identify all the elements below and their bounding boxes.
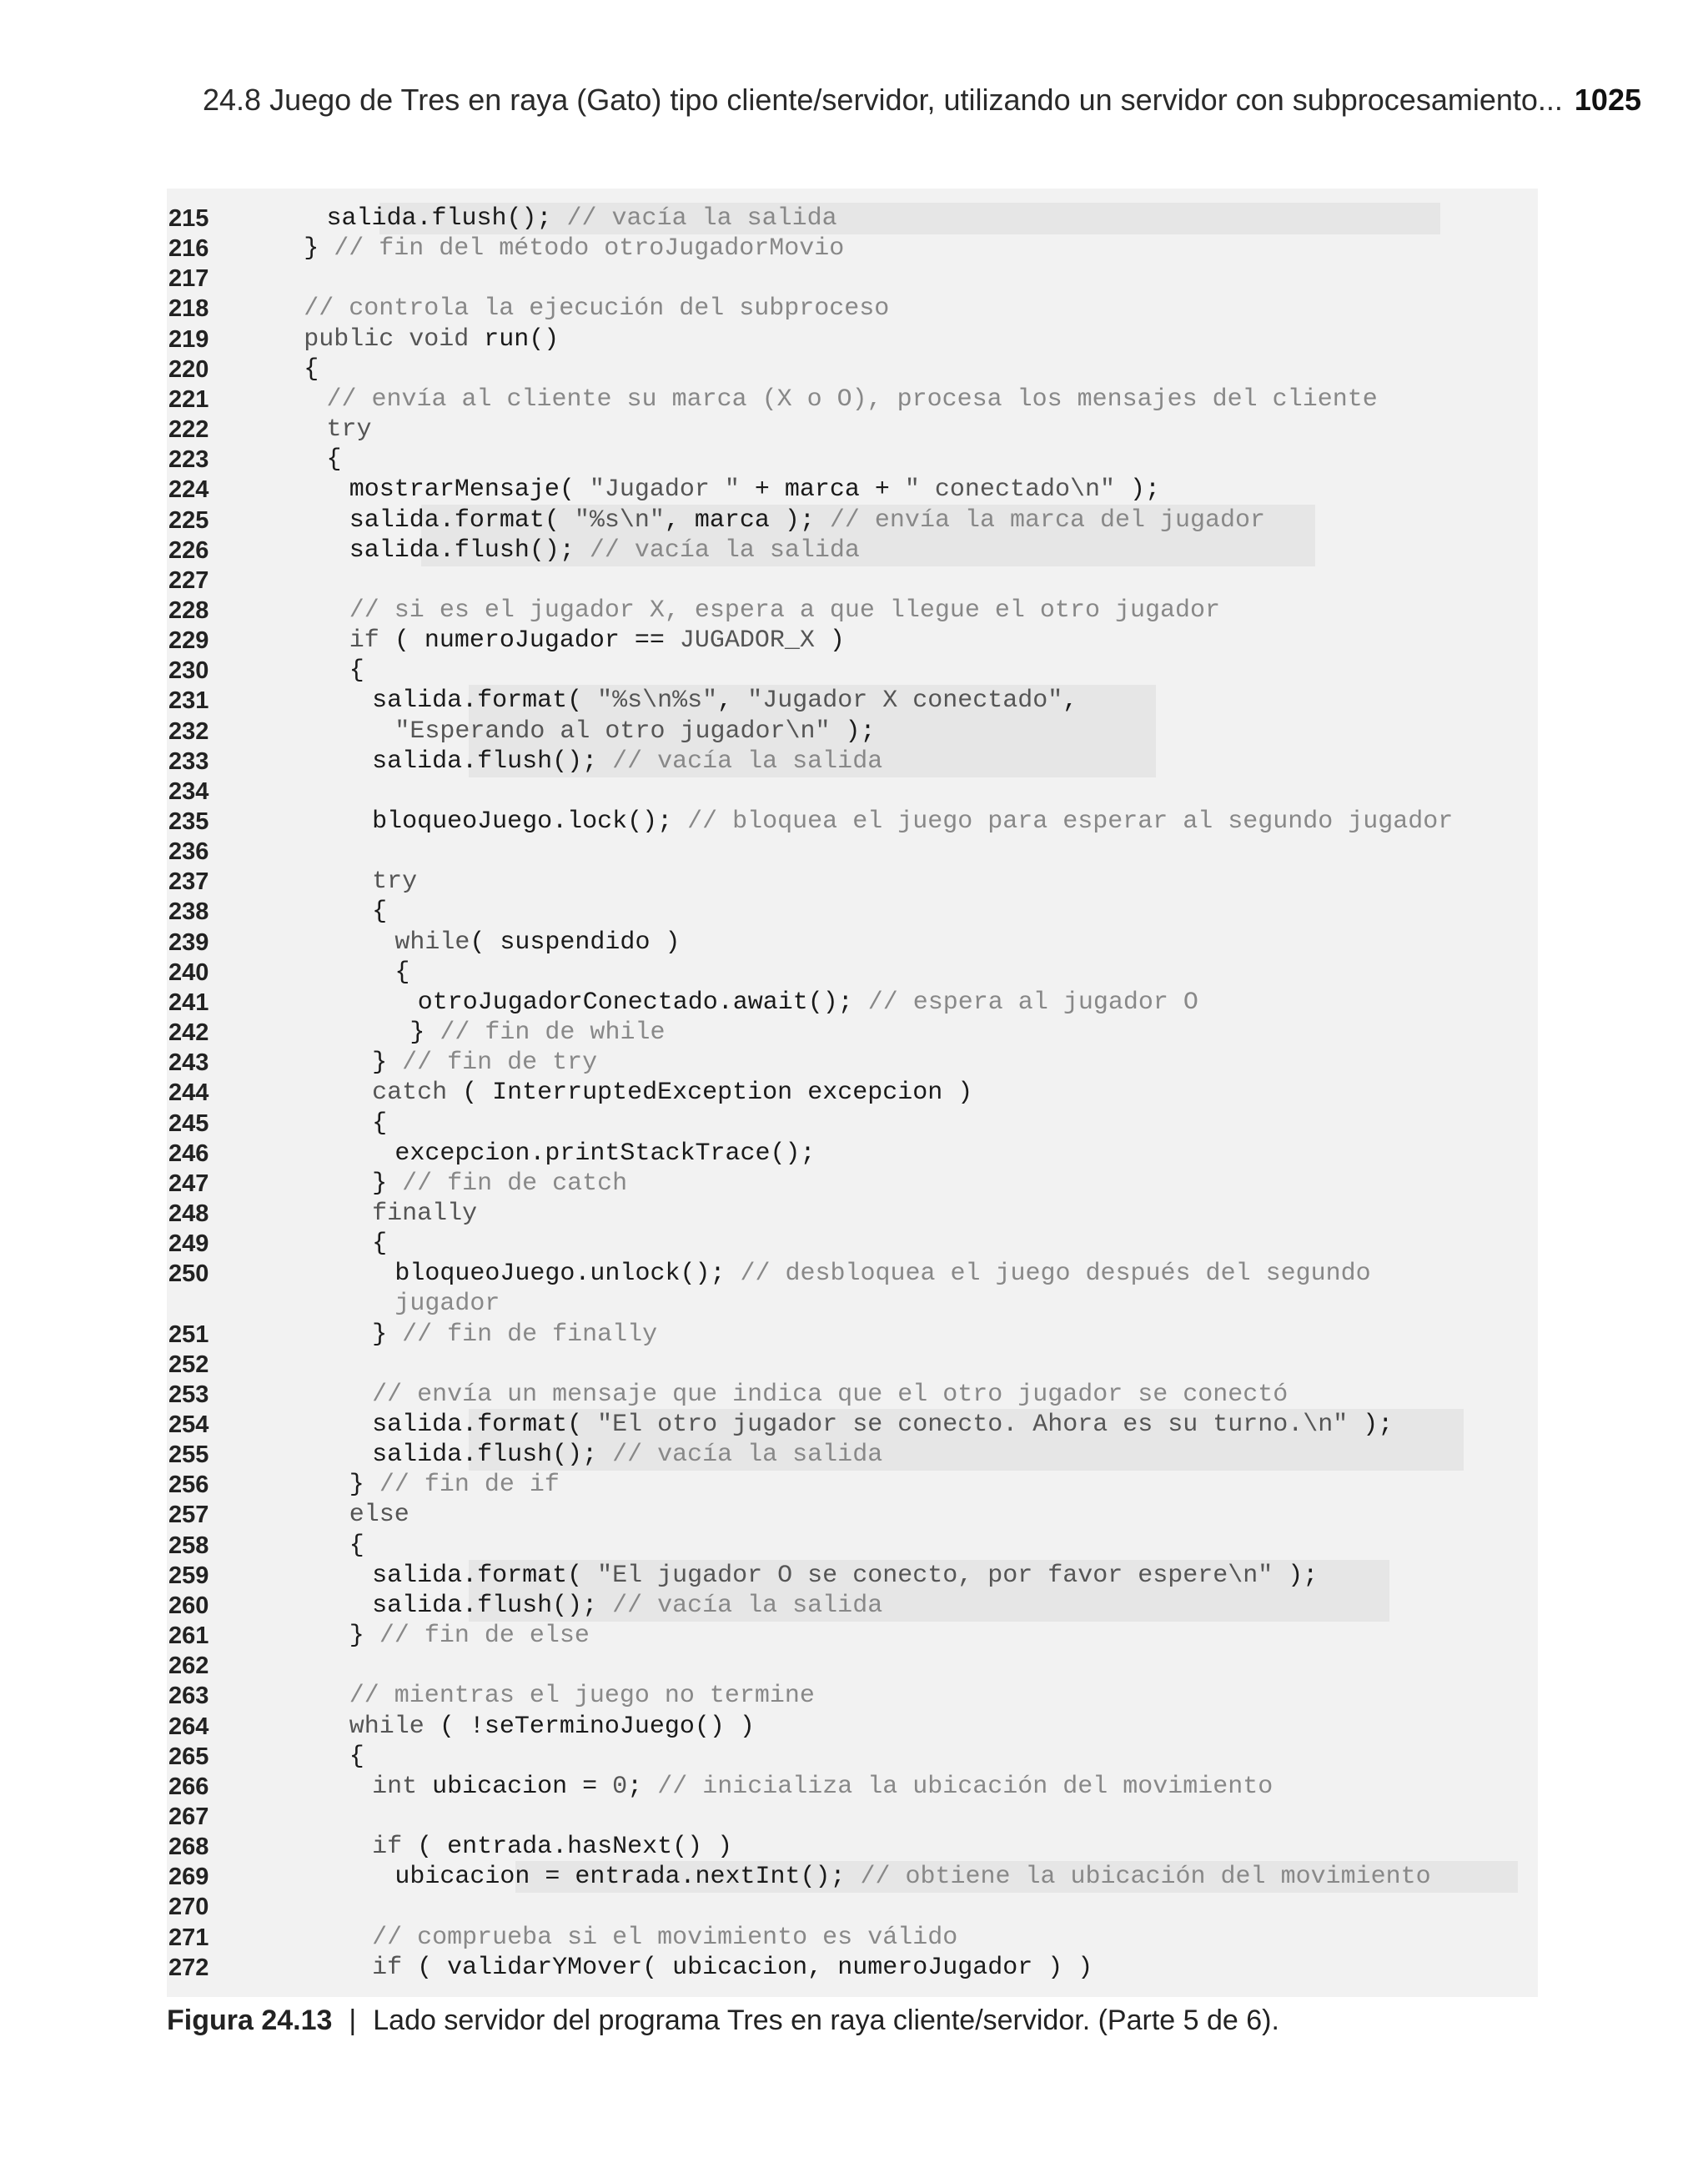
line-code (372, 1591, 882, 1621)
line-code (349, 1500, 409, 1530)
line-code (304, 355, 319, 385)
line-number: 267 (168, 1803, 209, 1830)
line-code (372, 1109, 387, 1139)
line-number: 244 (168, 1079, 209, 1107)
line-code (394, 1862, 1430, 1892)
line-number: 269 (168, 1864, 209, 1891)
code-line (167, 1561, 1551, 1591)
code-text: run() (484, 324, 560, 354)
line-code (372, 1561, 1318, 1591)
code-line (167, 1259, 1551, 1289)
line-number: 248 (168, 1200, 209, 1227)
code-line (167, 656, 1551, 686)
line-code (349, 1531, 364, 1561)
code-line (167, 264, 1551, 294)
line-code (372, 1229, 387, 1259)
line-number: 224 (168, 476, 209, 504)
line-number: 242 (168, 1019, 209, 1047)
line-number: 258 (168, 1532, 209, 1559)
code-line (167, 988, 1551, 1018)
code-line (167, 596, 1551, 626)
code-line (167, 1078, 1551, 1108)
line-number: 218 (168, 295, 209, 323)
code-text: salida.flush(); (372, 1591, 613, 1620)
code-line (167, 1531, 1551, 1561)
code-comment: // envía la marca del jugador (829, 506, 1266, 535)
code-line (167, 777, 1551, 807)
code-line (167, 1621, 1551, 1651)
code-comment: // desbloquea el juego después del segundo (740, 1260, 1371, 1289)
code-comment: // mientras el juego no termine (349, 1682, 815, 1711)
code-line (167, 686, 1551, 716)
line-number: 232 (168, 717, 209, 745)
line-number: 238 (168, 898, 209, 926)
code-line (167, 1289, 1551, 1319)
line-number: 225 (168, 506, 209, 534)
code-text: salida.format( (372, 687, 598, 716)
line-code (372, 1078, 972, 1108)
line-code (304, 294, 889, 324)
code-keyword: if (372, 1953, 418, 1982)
code-line (167, 1923, 1551, 1953)
line-number: 268 (168, 1833, 209, 1861)
code-line (167, 1832, 1551, 1862)
line-number: 259 (168, 1562, 209, 1589)
line-code (349, 596, 1220, 626)
line-code (418, 988, 1198, 1018)
line-number: 261 (168, 1622, 209, 1650)
line-number: 260 (168, 1592, 209, 1619)
caption-text: Lado servidor del programa Tres en raya cliente/servidor. (Parte 5 de 6). (373, 2004, 1279, 2036)
code-text: { (372, 1109, 388, 1138)
line-number: 252 (168, 1351, 209, 1378)
line-code (372, 867, 417, 897)
code-text: { (349, 1742, 364, 1771)
code-text: , marca ); (664, 506, 830, 535)
code-line (167, 1229, 1551, 1259)
line-number: 253 (168, 1381, 209, 1408)
code-keyword: while (349, 1712, 440, 1741)
code-text: ) (814, 626, 845, 656)
code-line (167, 1470, 1551, 1500)
code-line (167, 1139, 1551, 1169)
code-text: ubicacion = entrada.nextInt(); (394, 1863, 861, 1892)
code-text: ( validarYMover( ubicacion, numeroJugador ) ) (417, 1953, 1093, 1982)
code-string: " conectado\n" (904, 475, 1115, 505)
code-line (167, 626, 1551, 656)
code-line (167, 1380, 1551, 1410)
line-code (394, 1289, 500, 1319)
code-line (167, 1410, 1551, 1440)
line-code (394, 717, 875, 747)
code-comment: // fin de if (379, 1471, 560, 1500)
line-number: 215 (168, 205, 209, 232)
code-text: otroJugadorConectado.await(); (417, 988, 868, 1017)
code-comment: // controla la ejecución del subproceso (304, 294, 890, 324)
code-line (167, 204, 1551, 234)
code-line (167, 1199, 1551, 1229)
code-text: { (304, 355, 319, 384)
code-keyword: catch (372, 1079, 463, 1108)
line-number: 266 (168, 1773, 209, 1800)
running-header (203, 77, 1641, 123)
line-number: 254 (168, 1411, 209, 1438)
code-text: bloqueoJuego.lock(); (372, 807, 688, 836)
code-text: bloqueoJuego.unlock(); (394, 1260, 741, 1289)
code-text: { (349, 656, 364, 686)
code-line (167, 897, 1551, 927)
line-number: 231 (168, 687, 209, 715)
code-line (167, 1109, 1551, 1139)
code-comment: // fin de catch (402, 1169, 628, 1198)
line-code (372, 1320, 657, 1350)
code-line (167, 294, 1551, 324)
line-code (349, 1470, 560, 1500)
code-text: ; (627, 1772, 658, 1801)
line-number: 219 (168, 325, 209, 353)
figure-caption (167, 1999, 1538, 2042)
line-number: 236 (168, 838, 209, 866)
code-text: salida.format( (349, 506, 575, 535)
line-number: 271 (168, 1924, 209, 1951)
line-number: 247 (168, 1169, 209, 1197)
line-code (349, 1681, 815, 1711)
line-code (327, 204, 837, 234)
line-number: 245 (168, 1109, 209, 1137)
line-code (372, 686, 1078, 716)
code-text: salida.format( (372, 1411, 598, 1439)
code-comment: // inicializa la ubicación del movimiento (657, 1772, 1273, 1801)
code-line (167, 1350, 1551, 1380)
line-number: 262 (168, 1652, 209, 1680)
code-line (167, 1320, 1551, 1350)
code-text: excepcion.printStackTrace(); (394, 1139, 816, 1168)
code-text: , (1062, 687, 1078, 716)
page-number: 1025 (1574, 83, 1641, 117)
line-number: 270 (168, 1894, 209, 1921)
code-comment: // espera al jugador O (867, 988, 1198, 1017)
code-text: salida.flush(); (372, 1441, 613, 1470)
code-string: "El jugador O se conecto, por favor espere\n" (597, 1561, 1273, 1590)
line-number: 229 (168, 627, 209, 655)
code-text: { (394, 958, 410, 987)
line-number: 251 (168, 1320, 209, 1348)
line-code (349, 1712, 755, 1742)
line-number: 246 (168, 1139, 209, 1167)
code-keyword: JUGADOR_X (679, 626, 815, 656)
code-text: } (349, 1622, 379, 1651)
code-line (167, 1953, 1551, 1983)
line-number: 265 (168, 1743, 209, 1770)
line-code (327, 385, 1378, 415)
code-keyword: if (372, 1833, 418, 1862)
line-number: 222 (168, 416, 209, 444)
code-line (167, 867, 1551, 897)
line-number: 223 (168, 446, 209, 474)
code-text: { (372, 898, 388, 927)
line-code (394, 928, 680, 958)
code-text: { (326, 445, 342, 475)
line-number: 256 (168, 1471, 209, 1499)
code-line (167, 1681, 1551, 1711)
code-keyword: else (349, 1501, 409, 1530)
code-comment: // fin de while (440, 1019, 666, 1048)
code-text: { (349, 1531, 364, 1560)
line-code (372, 1048, 597, 1078)
code-text: } (372, 1169, 403, 1198)
code-comment: // envía un mensaje que indica que el otro jugador se conectó (372, 1380, 1289, 1409)
code-line (167, 506, 1551, 536)
line-number: 235 (168, 808, 209, 835)
line-code (394, 1018, 665, 1048)
code-comment: // vacía la salida (612, 1591, 883, 1620)
code-comment: // fin de try (402, 1049, 598, 1078)
line-code (327, 415, 372, 445)
code-comment: // fin de finally (402, 1320, 658, 1349)
line-code (349, 475, 1160, 505)
code-line (167, 1862, 1551, 1892)
code-line (167, 1048, 1551, 1078)
line-code (372, 1380, 1288, 1410)
line-number: 250 (168, 1260, 209, 1288)
code-keyword: try (326, 415, 372, 445)
line-number: 264 (168, 1713, 209, 1740)
code-comment: // vacía la salida (612, 747, 883, 776)
code-text: ( InterruptedException excepcion ) (462, 1079, 973, 1108)
code-line (167, 475, 1551, 505)
code-text: } (394, 1019, 440, 1048)
code-keyword: try (372, 868, 418, 897)
code-text: , (717, 687, 748, 716)
code-line (167, 958, 1551, 988)
section-title: 24.8 Juego de Tres en raya (Gato) tipo cliente/servidor, utilizando un servidor con subprocesamiento... (203, 83, 1563, 117)
code-line (167, 566, 1551, 596)
code-comment: // bloquea el juego para esperar al segundo jugador (687, 807, 1454, 836)
line-number: 241 (168, 988, 209, 1016)
code-line (167, 1712, 1551, 1742)
caption-separator: | (349, 2004, 357, 2036)
code-text: ( numeroJugador == (394, 626, 680, 656)
line-code (349, 626, 845, 656)
code-line (167, 445, 1551, 475)
code-comment: // fin de else (379, 1622, 590, 1651)
line-number: 226 (168, 536, 209, 564)
line-code (327, 445, 342, 475)
code-line (167, 1591, 1551, 1621)
code-string: "%s\n" (574, 506, 665, 535)
line-code (394, 958, 409, 988)
line-code (372, 1440, 882, 1470)
code-text: ); (1114, 475, 1160, 505)
code-text: ( entrada.hasNext() ) (417, 1833, 733, 1862)
line-code (372, 1772, 1273, 1802)
line-number: 255 (168, 1441, 209, 1469)
line-code (304, 324, 559, 355)
line-number: 230 (168, 657, 209, 685)
code-text: ); (1273, 1561, 1319, 1590)
code-line (167, 1169, 1551, 1199)
code-text: salida.flush(); (349, 536, 590, 565)
code-keyword: int (372, 1772, 433, 1801)
line-number: 237 (168, 868, 209, 896)
code-line (167, 415, 1551, 445)
code-keyword: 0 (612, 1772, 628, 1801)
code-text: + marca + (739, 475, 905, 505)
code-keyword: while (394, 928, 470, 957)
code-text: { (372, 1230, 388, 1259)
code-comment: // fin del método otroJugadorMovio (334, 234, 845, 264)
code-line (167, 1440, 1551, 1470)
code-text: ( !seTerminoJuego() ) (439, 1712, 755, 1741)
code-line (167, 837, 1551, 867)
code-line (167, 385, 1551, 415)
code-text: } (372, 1049, 403, 1078)
code-text: mostrarMensaje( (349, 475, 590, 505)
code-comment: // vacía la salida (589, 536, 860, 565)
line-code (394, 1259, 1370, 1289)
code-comment: jugador (394, 1290, 500, 1319)
line-number: 227 (168, 566, 209, 594)
code-line (167, 536, 1551, 566)
code-text: ); (830, 717, 876, 746)
line-code (372, 1199, 477, 1229)
code-comment: // comprueba si el movimiento es válido (372, 1923, 958, 1952)
line-number: 239 (168, 928, 209, 956)
code-line (167, 1772, 1551, 1802)
code-line (167, 1018, 1551, 1048)
code-line (167, 324, 1551, 355)
line-number: 228 (168, 596, 209, 624)
code-comment: // envía al cliente su marca (X o O), procesa los mensajes del cliente (326, 385, 1378, 414)
code-text: } (349, 1471, 379, 1500)
code-keyword: finally (372, 1199, 478, 1228)
code-text: } (372, 1320, 403, 1349)
code-string: "Esperando al otro jugador\n" (394, 717, 831, 746)
code-line (167, 234, 1551, 264)
line-number: 234 (168, 777, 209, 805)
line-number: 272 (168, 1954, 209, 1981)
code-string: "El otro jugador se conecto. Ahora es su turno.\n" (597, 1411, 1349, 1439)
code-line (167, 747, 1551, 777)
code-line (167, 1892, 1551, 1922)
line-number: 257 (168, 1501, 209, 1529)
line-code (394, 1139, 815, 1169)
code-line (167, 1742, 1551, 1772)
code-text: salida.format( (372, 1561, 598, 1590)
code-string: "Jugador " (589, 475, 740, 505)
code-text: } (304, 234, 334, 264)
line-code (349, 656, 364, 686)
line-code (372, 897, 387, 927)
code-line (167, 928, 1551, 958)
line-code (304, 234, 844, 264)
code-comment: // vacía la salida (612, 1441, 883, 1470)
line-code (372, 1953, 1093, 1983)
code-text: salida.flush(); (326, 204, 567, 233)
line-number: 221 (168, 385, 209, 413)
code-comment: // si es el jugador X, espera a que llegue el otro jugador (349, 596, 1220, 625)
code-text: ( suspendido ) (470, 928, 681, 957)
code-line (167, 807, 1551, 837)
line-code (372, 1410, 1393, 1440)
line-code (372, 1923, 957, 1953)
code-keyword: if (349, 626, 394, 656)
code-string: "Jugador X conectado" (747, 687, 1063, 716)
line-number: 216 (168, 235, 209, 263)
line-code (372, 807, 1453, 837)
line-number: 249 (168, 1230, 209, 1258)
code-comment: // vacía la salida (566, 204, 837, 233)
line-number: 217 (168, 265, 209, 293)
code-line (167, 355, 1551, 385)
line-number: 233 (168, 747, 209, 775)
code-string: "%s\n%s" (597, 687, 718, 716)
line-code (349, 536, 860, 566)
code-line (167, 1500, 1551, 1530)
line-number: 243 (168, 1049, 209, 1077)
line-code (349, 506, 1265, 536)
code-line (167, 1651, 1551, 1681)
code-keyword: public void (304, 324, 485, 354)
line-code (372, 1832, 732, 1862)
line-code (372, 747, 882, 777)
line-number: 263 (168, 1683, 209, 1710)
line-number: 240 (168, 958, 209, 986)
line-code (349, 1742, 364, 1772)
line-code (372, 1169, 627, 1199)
code-line (167, 717, 1551, 747)
code-comment: // obtiene la ubicación del movimiento (860, 1863, 1431, 1892)
code-line (167, 1802, 1551, 1832)
code-text: salida.flush(); (372, 747, 613, 776)
figure-label: Figura 24.13 (167, 2004, 333, 2036)
code-text: ); (1348, 1411, 1394, 1439)
line-code (349, 1621, 590, 1651)
code-text: ubicacion = (432, 1772, 613, 1801)
line-number: 220 (168, 355, 209, 383)
